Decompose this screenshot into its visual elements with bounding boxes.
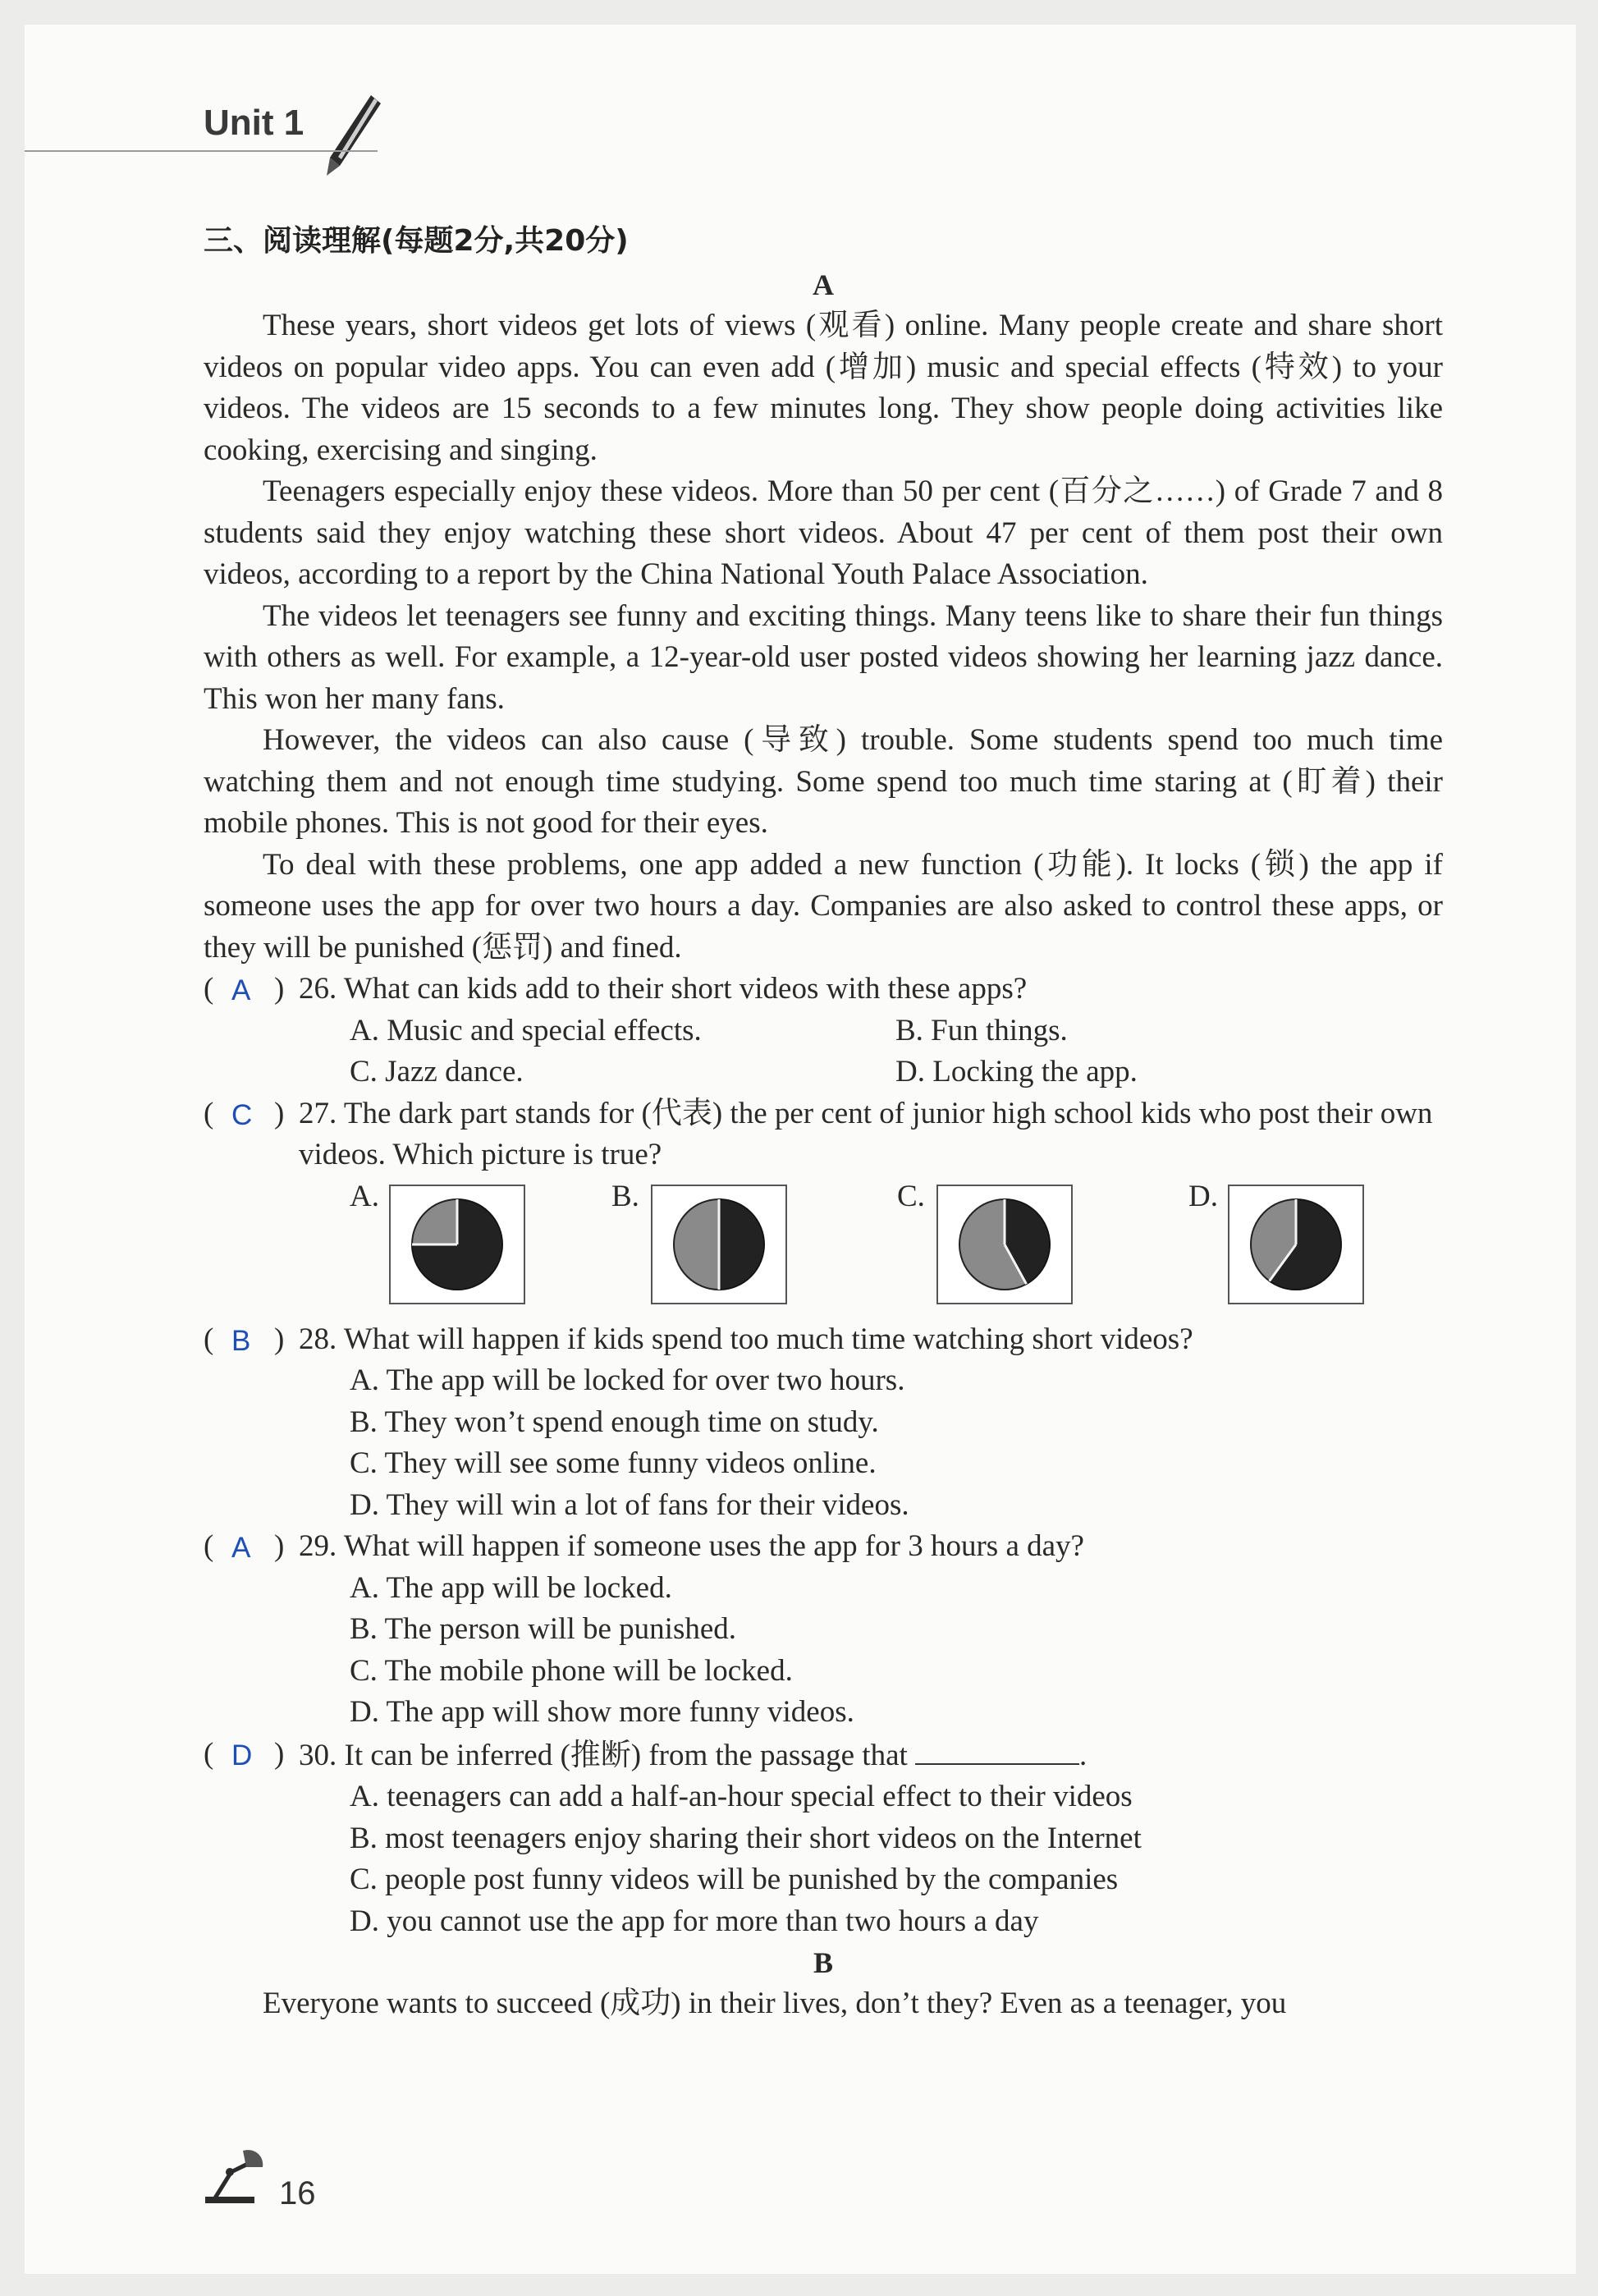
question-number: 28. — [299, 1322, 337, 1356]
workbook-page — [25, 25, 1576, 2274]
question-number: 30. — [299, 1738, 337, 1772]
question-end: . — [1079, 1738, 1087, 1772]
answer-mark: A — [231, 974, 251, 1006]
section-heading: 三、阅读理解(每题2分,共20分) — [204, 224, 629, 258]
option: B. The person will be punished. — [350, 1612, 737, 1646]
pie-label: C. — [897, 1179, 925, 1213]
option: C. Jazz dance. — [350, 1055, 524, 1088]
pie-options — [204, 1176, 1443, 1308]
answer-blank[interactable] — [915, 1734, 1079, 1765]
page-number: 16 — [279, 2175, 316, 2211]
option: D. The app will show more funny videos. — [350, 1695, 854, 1729]
pie-box — [651, 1185, 787, 1304]
option: C. The mobile phone will be locked. — [350, 1653, 793, 1688]
passage-a-title: A — [813, 268, 834, 301]
answer-mark: C — [231, 1098, 253, 1131]
desk-lamp-icon — [197, 2142, 271, 2208]
passage-a-paragraph: To deal with these problems, one app added a new function (功能). It locks (锁) the app if someone uses the app for over two hours a day. Companies are also asked to control these apps, or they will be punished (惩罚) and fined. — [204, 847, 1443, 965]
answer-mark: D — [231, 1739, 253, 1771]
option: A. The app will be locked for over two hours. — [350, 1363, 905, 1397]
pie-chart — [938, 1186, 1071, 1303]
answer-mark: A — [231, 1532, 251, 1564]
option: D. They will win a lot of fans for their videos. — [350, 1487, 909, 1522]
page-header — [25, 25, 1576, 189]
pie-box — [1228, 1185, 1364, 1304]
options-29 — [204, 1568, 1443, 1734]
content — [204, 264, 1443, 2025]
passage-b-title: B — [813, 1946, 833, 1979]
question-text: What will happen if kids spend too much time watching short videos? — [343, 1322, 1193, 1356]
question-number: 27. — [299, 1096, 337, 1130]
option: B. They won’t spend enough time on study. — [350, 1405, 879, 1439]
pen-icon — [320, 90, 386, 181]
question-30: ( D ) 30. It can be inferred (推断) from the passage that . — [204, 1734, 1443, 1777]
pie-label: B. — [611, 1179, 639, 1213]
passage-a-paragraph: However, the videos can also cause (导致) trouble. Some students spend too much time watching them and not enough time studying. Some spend too much time staring at (盯着) their mobile phones. This is not good for their eyes. — [204, 723, 1443, 840]
answer-mark: B — [231, 1324, 251, 1357]
pie-dark-slice — [719, 1199, 764, 1290]
option: B. most teenagers enjoy sharing their short videos on the Internet — [350, 1821, 1142, 1855]
passage-b-paragraph: Everyone wants to succeed (成功) in their lives, don’t they? Even as a teenager, you — [263, 1987, 1287, 2020]
option: C. They will see some funny videos online. — [350, 1446, 877, 1480]
question-26: ( A ) 26. What can kids add to their short videos with these apps? — [204, 969, 1443, 1011]
options-30 — [204, 1776, 1443, 1942]
passage-a-paragraph: These years, short videos get lots of views (观看) online. Many people create and share short videos on popular video apps. You can even add (增加) music and special effects (特效) to your videos. The videos are 15 seconds to a few minutes long. They show people doing activities like cooking, exercising and singing. — [204, 309, 1443, 467]
question-number: 26. — [299, 972, 337, 1006]
option: C. people post funny videos will be punished by the companies — [350, 1863, 1119, 1896]
pie-label: D. — [1188, 1179, 1218, 1213]
pie-box — [936, 1185, 1073, 1304]
pie-chart — [1229, 1186, 1362, 1303]
question-text: What will happen if someone uses the app for 3 hours a day? — [343, 1529, 1084, 1563]
question-text: It can be inferred (推断) from the passage that — [344, 1738, 908, 1772]
passage-a-paragraph: Teenagers especially enjoy these videos. More than 50 per cent (百分之……) of Grade 7 and 8 students said they enjoy watching these short videos. About 47 per cent of them post their own videos, according to a report by the China National Youth Palace Association. — [204, 474, 1443, 591]
option: D. Locking the app. — [895, 1055, 1138, 1088]
option: A. Music and special effects. — [350, 1013, 702, 1047]
pie-label: A. — [350, 1179, 379, 1213]
passage-a-paragraph: The videos let teenagers see funny and exciting things. Many teens like to share their fun things with others as well. For example, a 12-year-old user posted videos showing her learning jazz dance. This won her many fans. — [204, 598, 1443, 716]
question-number: 29. — [299, 1529, 337, 1563]
option: A. teenagers can add a half-an-hour special effect to their videos — [350, 1780, 1133, 1813]
option: A. The app will be locked. — [350, 1570, 672, 1605]
option: B. Fun things. — [895, 1013, 1068, 1047]
option: D. you cannot use the app for more than two hours a day — [350, 1904, 1039, 1938]
options-28 — [204, 1360, 1443, 1526]
unit-title: Unit 1 — [204, 103, 304, 143]
question-text: What can kids add to their short videos with these apps? — [343, 972, 1028, 1006]
pie-box — [389, 1185, 525, 1304]
question-29: ( A ) 29. What will happen if someone uses the app for 3 hours a day? — [204, 1526, 1443, 1568]
question-27: ( C ) 27. The dark part stands for (代表) the per cent of junior high school kids who post their own videos. Which picture is true? — [204, 1096, 1433, 1171]
question-28: ( B ) 28. What will happen if kids spend too much time watching short videos? — [204, 1319, 1443, 1361]
options-26 — [204, 1011, 1443, 1093]
header-rule — [25, 150, 378, 152]
question-text: The dark part stands for (代表) the per cent of junior high school kids who post their own videos. Which picture is true? — [299, 1096, 1433, 1171]
pie-chart — [391, 1186, 524, 1303]
pie-chart — [652, 1186, 785, 1303]
